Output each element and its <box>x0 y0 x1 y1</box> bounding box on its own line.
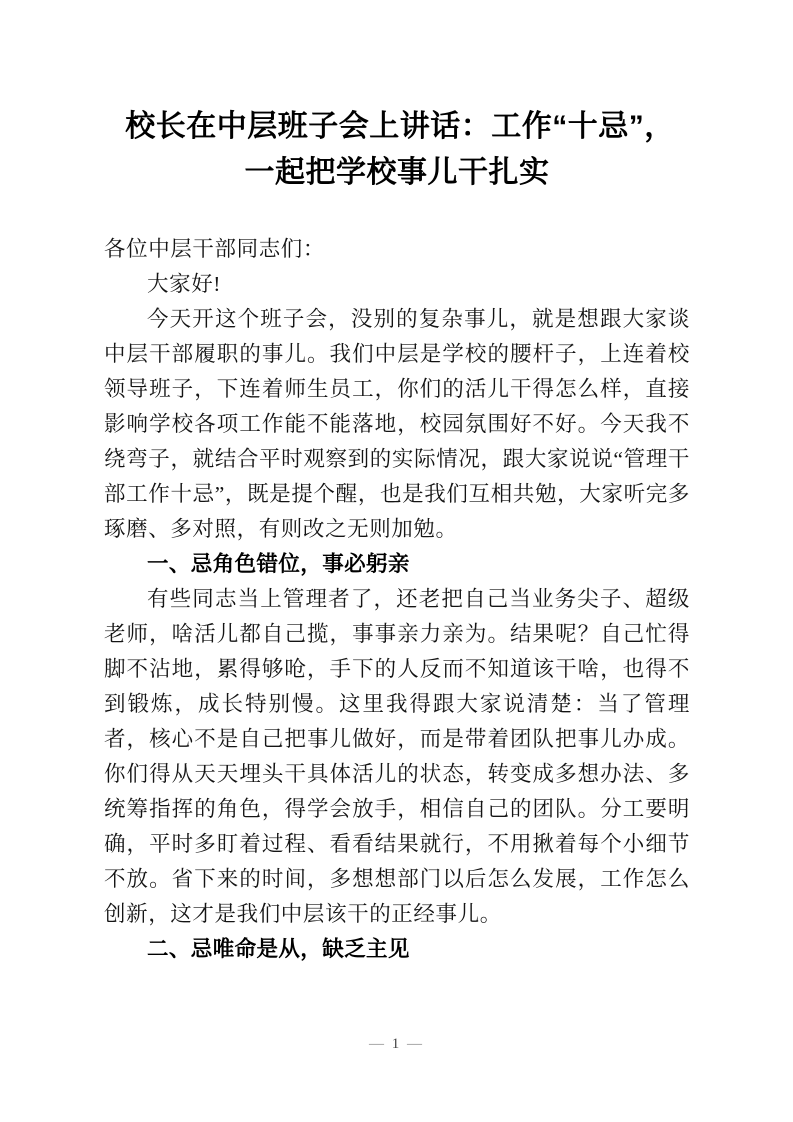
footer-dash-right: — <box>407 1036 424 1052</box>
section-body-1: 有些同志当上管理者了，还老把自己当业务尖子、超级老师，啥活儿都自己揽，事事亲力亲为。结果呢？自己忙得脚不沾地，累得够呛，手下的人反而不知道该干啥，也得不到锻炼，成长特别慢。这里我得跟大家说清楚：当了管理者，核心不是自己把事儿做好，而是带着团队把事儿办成。你们得从天天埋头干具体活儿的状态，转变成多想办法、多统筹指挥的角色，得学会放手，相信自己的团队。分工要明确，平时多盯着过程、看看结果就行，不用揪着每个小细节不放。省下来的时间，多想想部门以后怎么发展，工作怎么创新，这才是我们中层该干的正经事儿。 <box>104 587 690 926</box>
page-footer <box>0 1036 793 1053</box>
document-body <box>104 0 690 967</box>
footer-dash-left: — <box>369 1036 386 1052</box>
intro-paragraph: 今天开这个班子会，没别的复杂事儿，就是想跟大家谈中层干部履职的事儿。我们中层是学校的腰杆子，上连着校领导班子，下连着师生员工，你们的活儿干得怎么样，直接影响学校各项工作能不能落地，校园氛围好不好。今天我不绕弯子，就结合平时观察到的实际情况，跟大家说说“管理干部工作十忌”，既是提个醒，也是我们互相共勉，大家听完多琢磨、多对照，有则改之无则加勉。 <box>104 307 690 541</box>
greeting: 大家好! <box>147 272 222 296</box>
page-title-line-2: 一起把学校事儿干扎实 <box>244 156 550 189</box>
page-title <box>104 0 690 196</box>
section-heading-1: 一、忌角色错位，事必躬亲 <box>147 552 410 576</box>
body-content <box>104 232 690 967</box>
page-number: 1 <box>391 1036 402 1052</box>
section-heading-2: 二、忌唯命是从，缺乏主见 <box>147 937 410 961</box>
salutation: 各位中层干部同志们： <box>104 237 326 261</box>
page-title-line-1: 校长在中层班子会上讲话：工作“十忌”， <box>125 110 675 143</box>
